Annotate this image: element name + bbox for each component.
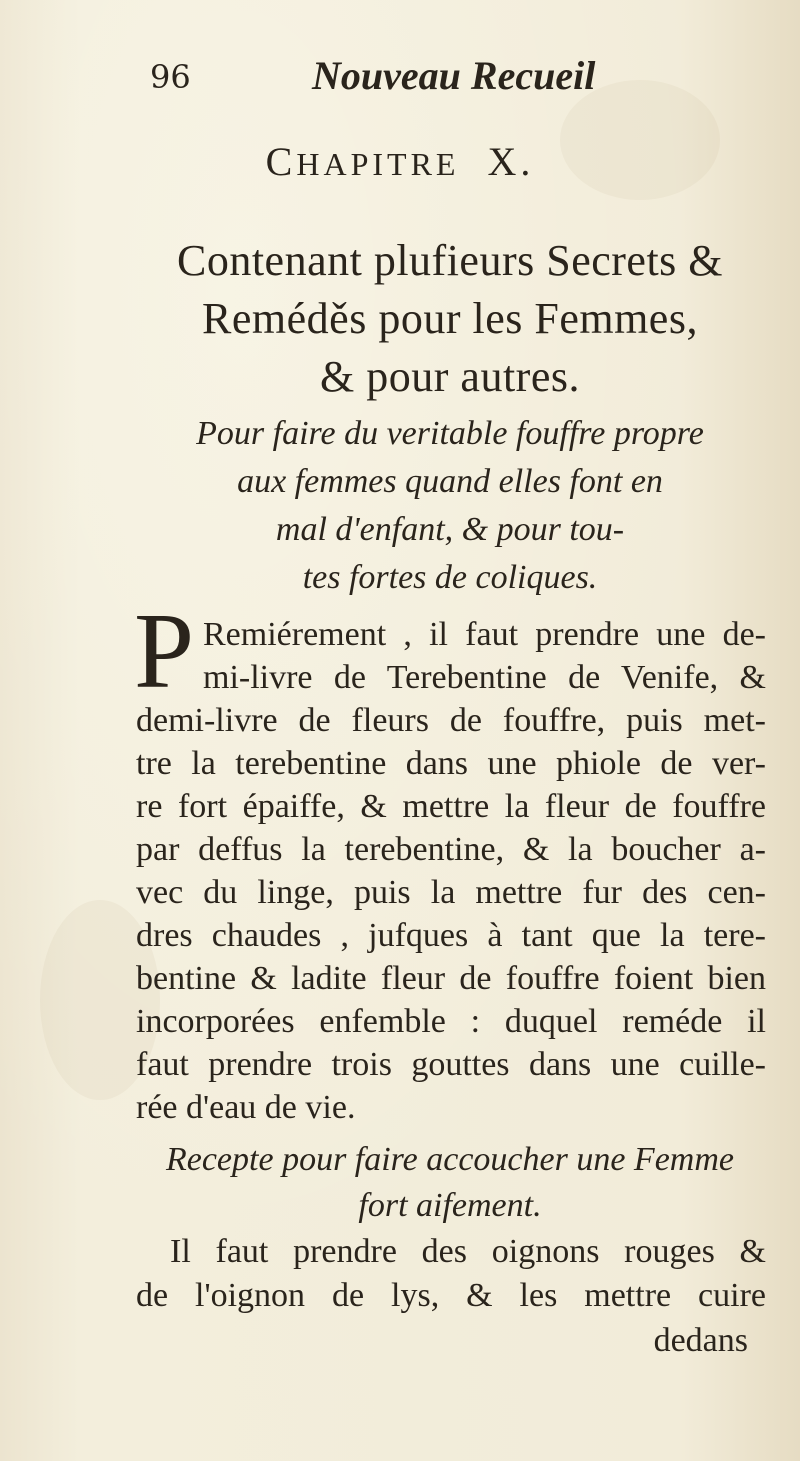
subheading-line: aux femmes quand elles font en <box>237 463 663 500</box>
drop-cap: P <box>134 592 195 711</box>
subheading-line: fort aifement. <box>358 1187 542 1224</box>
chapter-title <box>0 138 800 185</box>
chapter-word: HAPITRE <box>296 146 460 182</box>
chapter-number: X. <box>487 139 535 184</box>
running-head <box>0 52 800 112</box>
heading-line: Contenant plufieurs Secrets & <box>176 236 724 285</box>
page-number: 96 <box>150 58 191 96</box>
text-line: dres chaudes , jufques à tant que la tere- <box>136 917 766 954</box>
heading-line: & pour autres. <box>320 352 580 401</box>
chapter-initial: C <box>265 139 297 184</box>
heading-line: Reméděs pour les Femmes, <box>202 294 698 343</box>
text-line: Remiérement , il faut prendre une de- <box>203 616 766 653</box>
book-title: Nouveau Recueil <box>312 53 596 98</box>
subheading-line: mal d'enfant, & pour tou- <box>275 511 625 548</box>
text-line: par deffus la terebentine, & la boucher a- <box>136 831 766 868</box>
text-line: vec du linge, puis la mettre fur des cen- <box>136 874 766 911</box>
subheading-line: tes fortes de coliques. <box>302 559 598 596</box>
text-line: re fort épaiffe, & mettre la fleur de fouffre <box>136 788 766 825</box>
text-line: incorporées enfemble : duquel reméde il <box>136 1003 766 1040</box>
subheading-line: Recepte pour faire accoucher une Femme <box>165 1141 734 1178</box>
text-line: mi-livre de Terebentine de Venife, & <box>203 659 766 696</box>
text-line: faut prendre trois gouttes dans une cuille- <box>136 1046 766 1083</box>
text-line: bentine & ladite fleur de fouffre foient bien <box>136 960 766 997</box>
text-line: Il faut prendre des oignons rouges & <box>170 1233 766 1270</box>
text-line: demi-livre de fleurs de fouffre, puis met- <box>136 702 766 739</box>
text-line: tre la terebentine dans une phiole de ver- <box>136 745 766 782</box>
text-line: rée d'eau de vie. <box>136 1089 356 1126</box>
subheading-line: Pour faire du veritable fouffre propre <box>196 415 704 452</box>
catchword: dedans <box>653 1322 748 1359</box>
text-line: de l'oignon de lys, & les mettre cuire <box>136 1277 766 1314</box>
